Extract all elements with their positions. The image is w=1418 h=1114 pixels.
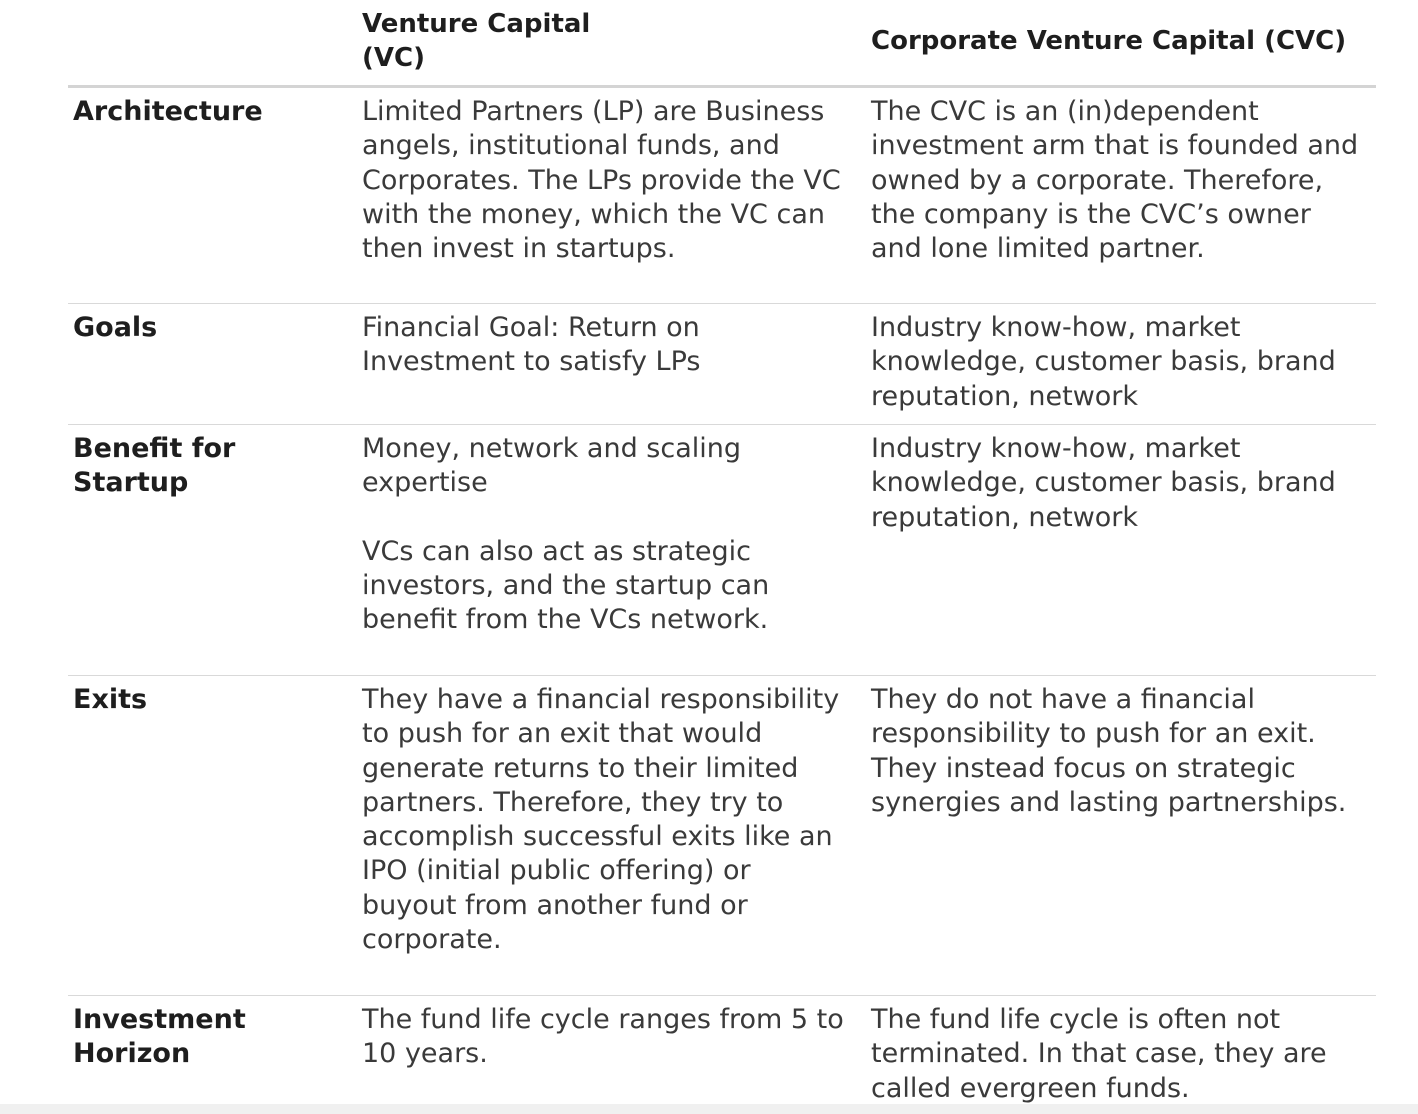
comparison-table bbox=[68, 0, 1376, 1114]
cell-vc-exits: They have a financial responsibility to push for an exit that would generate returns to their limited partners. Therefore, they try to accomplish successful exits like an IPO (initial public offering) or buyout from another fund or corporate. bbox=[362, 684, 840, 956]
bottom-edge bbox=[0, 1104, 1418, 1114]
row-label-architecture: Architecture bbox=[73, 96, 263, 127]
cell-vc-goals: Financial Goal: Return on Investment to satisfy LPs bbox=[362, 312, 701, 378]
table-row bbox=[68, 303, 1376, 424]
cell-vc-architecture: Limited Partners (LP) are Business angels, institutional funds, and Corporates. The LPs provide the VC with the money, which the VC can then invest in startups. bbox=[362, 96, 841, 265]
table-row bbox=[68, 88, 1376, 303]
row-label-benefit-for-startup: Benefit for Startup bbox=[73, 433, 236, 499]
table-row bbox=[68, 995, 1376, 1114]
header-empty-cell bbox=[68, 0, 357, 85]
cell-vc-horizon: The fund life cycle ranges from 5 to 10 years. bbox=[362, 1004, 844, 1070]
row-label-exits: Exits bbox=[73, 684, 148, 715]
cell-cvc-goals: Industry know-how, market knowledge, customer basis, brand reputation, network bbox=[871, 312, 1336, 412]
table-row bbox=[68, 675, 1376, 995]
header-vc: Venture Capital (VC) bbox=[362, 9, 591, 73]
cell-cvc-horizon: The fund life cycle is often not terminated. In that case, they are called evergreen funds. bbox=[871, 1004, 1327, 1104]
cell-cvc-benefit: Industry know-how, market knowledge, customer basis, brand reputation, network bbox=[871, 433, 1336, 533]
cell-cvc-architecture: The CVC is an (in)dependent investment arm that is founded and owned by a corporate. Therefore, the company is the CVC’s owner and lone limited partner. bbox=[871, 96, 1359, 265]
row-label-investment-horizon: Investment Horizon bbox=[73, 1004, 246, 1070]
cell-cvc-exits: They do not have a financial responsibility to push for an exit. They instead focus on strategic synergies and lasting partnerships. bbox=[871, 684, 1347, 818]
table-header-row bbox=[68, 0, 1376, 88]
row-label-goals: Goals bbox=[73, 312, 158, 343]
header-cvc: Corporate Venture Capital (CVC) bbox=[871, 26, 1347, 56]
cell-vc-benefit: Money, network and scaling expertise VCs can also act as strategic investors, and the startup can benefit from the VCs network. bbox=[362, 433, 770, 636]
table-row bbox=[68, 424, 1376, 675]
